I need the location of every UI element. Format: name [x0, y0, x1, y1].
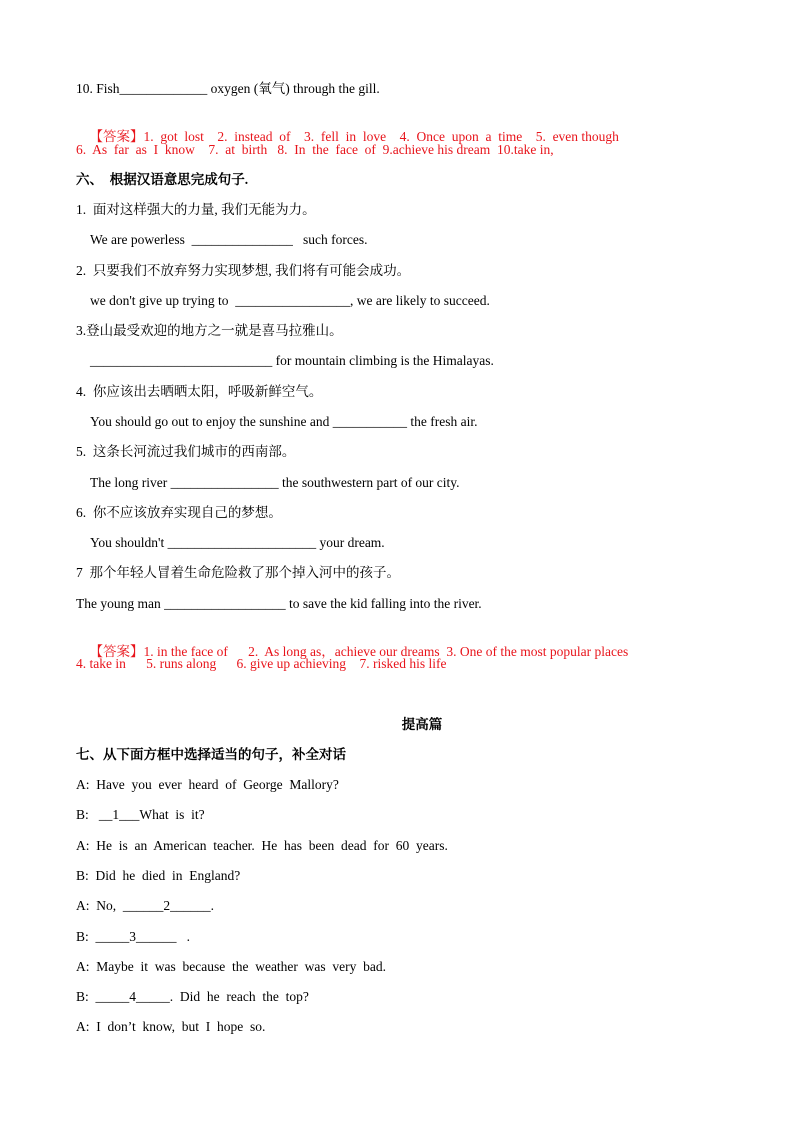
- s6-item-4-cn: 4. 你应该出去晒晒太阳，呼吸新鲜空气。: [76, 384, 323, 399]
- answer-tag: 【答案】: [89, 644, 144, 659]
- dialogue-line-3: A: He is an American teacher. He has been dead for 60 years.: [76, 838, 448, 853]
- dialogue-line-1: A: Have you ever heard of George Mallory?: [76, 777, 339, 792]
- dialogue-line-8: B: _____4_____. Did he reach the top?: [76, 989, 309, 1004]
- answer-block-2-line-2: 4. take in 5. runs along 6. give up achieving 7. risked his life: [76, 656, 447, 671]
- s6-item-7-cn: 7 那个年轻人冒着生命危险救了那个掉入河中的孩子。: [76, 565, 400, 580]
- s6-item-6-en: You shouldn't ______________________ your dream.: [90, 535, 385, 550]
- dialogue-line-6: B: _____3______ .: [76, 929, 191, 944]
- answer-text: 1. got lost 2. instead of 3. fell in love 4. Once upon a time 5. even though: [143, 129, 619, 144]
- s6-item-3-cn: 3.登山最受欢迎的地方之一就是喜马拉雅山。: [76, 323, 343, 338]
- question-10: 10. Fish_____________ oxygen (氧气) through the gill.: [76, 81, 380, 96]
- s6-item-2-cn: 2. 只要我们不放弃努力实现梦想, 我们将有可能会成功。: [76, 263, 411, 278]
- dialogue-line-5: A: No, ______2______.: [76, 898, 214, 913]
- answer-block-1-line-2: 6. As far as I know 7. at birth 8. In the face of 9.achieve his dream 10.take in,: [76, 142, 554, 157]
- answer-tag: 【答案】: [89, 129, 144, 144]
- advanced-section-heading: 提高篇: [401, 717, 443, 732]
- s6-item-2-en: we don't give up trying to _________________, we are likely to succeed.: [90, 293, 490, 308]
- s6-item-5-cn: 5. 这条长河流过我们城市的西南部。: [76, 444, 296, 459]
- dialogue-line-9: A: I don’t know, but I hope so.: [76, 1019, 266, 1034]
- s6-item-6-cn: 6. 你不应该放弃实现自己的梦想。: [76, 505, 282, 520]
- s6-item-5-en: The long river ________________ the southwestern part of our city.: [90, 475, 460, 490]
- dialogue-line-7: A: Maybe it was because the weather was very bad.: [76, 959, 387, 974]
- section-7-title: 七、从下面方框中选择适当的句子，补全对话: [76, 747, 346, 762]
- s6-item-4-en: You should go out to enjoy the sunshine and ___________ the fresh air.: [90, 414, 478, 429]
- s6-item-1-en: We are powerless _______________ such forces.: [90, 232, 368, 247]
- dialogue-line-4: B: Did he died in England?: [76, 868, 241, 883]
- s6-item-1-cn: 1. 面对这样强大的力量, 我们无能为力。: [76, 202, 316, 217]
- section-6-title: 六、 根据汉语意思完成句子.: [76, 172, 249, 187]
- s6-item-3-en: ___________________________ for mountain climbing is the Himalayas.: [90, 353, 494, 368]
- answer-text: 1. in the face of 2. As long as，achieve our dreams 3. One of the most popular places: [143, 644, 629, 659]
- dialogue-line-2: B: __1___What is it?: [76, 807, 205, 822]
- s6-item-7-en: The young man __________________ to save the kid falling into the river.: [76, 596, 482, 611]
